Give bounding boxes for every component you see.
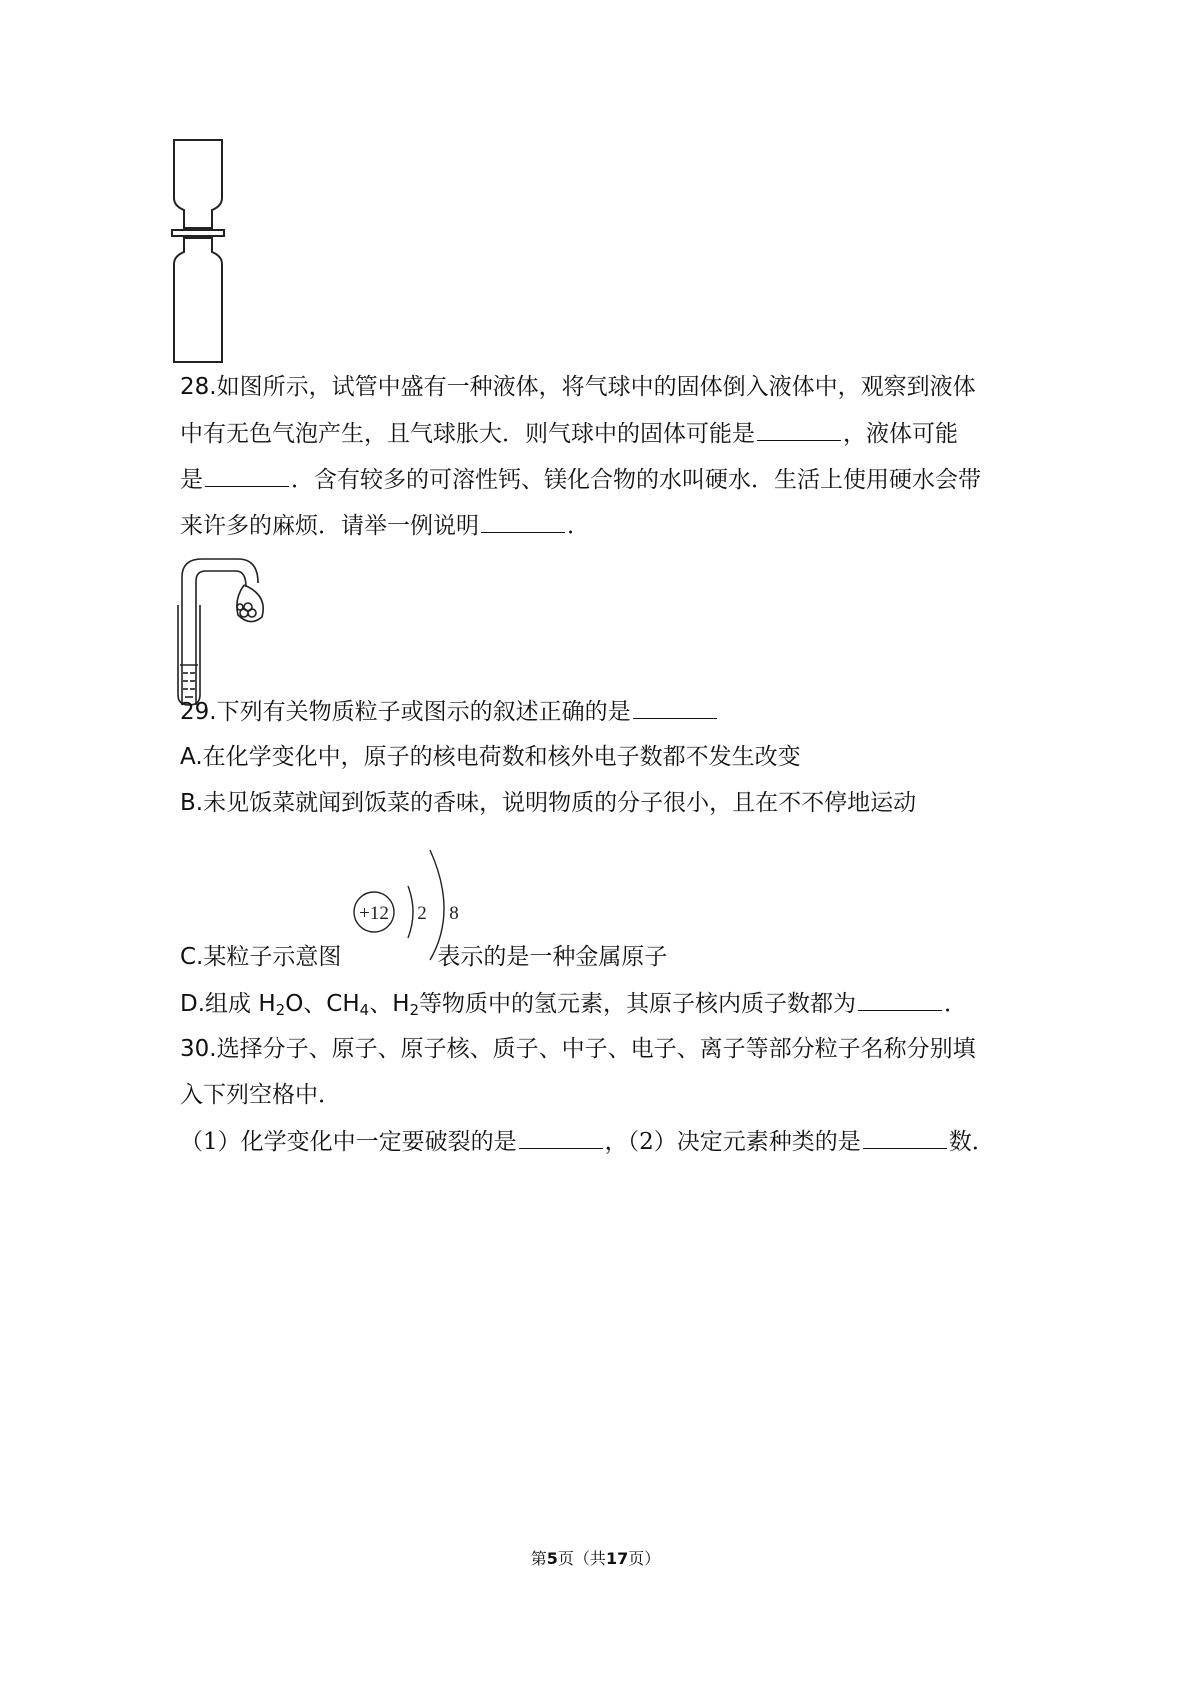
- answer-blank-solid[interactable]: [757, 418, 841, 441]
- shell1-electrons: 2: [417, 903, 427, 924]
- test-tube-balloon-figure: [178, 555, 278, 705]
- q30-number: 30.: [180, 1036, 217, 1062]
- answer-blank-broken[interactable]: [519, 1126, 603, 1149]
- q28-line3: 是 ．含有较多的可溶性钙、镁化合物的水叫硬水．生活上使用硬水会带: [180, 464, 981, 495]
- q30-parts: （1）化学变化中一定要破裂的是 ，（2）决定元素种类的是 数．: [180, 1126, 995, 1157]
- page-footer: 第5页（共17页）: [530, 1549, 661, 1568]
- shell2-electrons: 8: [449, 903, 459, 924]
- q30-line1: 30.选择分子、原子、原子核、质子、中子、电子、离子等部分粒子名称分别填: [180, 1036, 976, 1062]
- gas-jars-figure: [170, 140, 250, 360]
- answer-blank-q29[interactable]: [633, 696, 717, 719]
- q29-option-b: B.未见饭菜就闻到饭菜的香味，说明物质的分子很小，且在不不停地运动: [180, 790, 917, 816]
- answer-blank-liquid[interactable]: [205, 464, 289, 487]
- q28-line4: 来许多的麻烦．请举一例说明 ．: [180, 510, 590, 541]
- answer-blank-element[interactable]: [863, 1126, 947, 1149]
- answer-blank-example[interactable]: [481, 510, 565, 533]
- q29-option-a: A.在化学变化中，原子的核电荷数和核外电子数都不发生改变: [180, 744, 801, 770]
- q29-stem: 29.下列有关物质粒子或图示的叙述正确的是: [180, 696, 719, 727]
- q28-line1: 28.如图所示，试管中盛有一种液体，将气球中的固体倒入液体中，观察到液体: [180, 374, 976, 400]
- q28-number: 28.: [180, 374, 217, 400]
- formula-h2: $H_2$: [392, 991, 420, 1019]
- q29-option-c: C.某粒子示意图 表示的是一种金属原子: [180, 944, 668, 970]
- formula-ch4: $CH_4$: [326, 991, 370, 1019]
- q30-line2: 入下列空格中．: [180, 1082, 341, 1108]
- nucleus-charge: +12: [359, 903, 389, 924]
- q29-option-d: D.组成 $H_2O$、$CH_4$、$H_2$等物质中的氢元素，其原子核内质子数都为 ．: [180, 988, 967, 1019]
- q28-line2: 中有无色气泡产生，且气球胀大．则气球中的固体可能是 ，液体可能: [180, 418, 958, 449]
- q29-number: 29.: [180, 699, 217, 725]
- answer-blank-protons[interactable]: [858, 988, 942, 1011]
- formula-h2o: $H_2O$: [258, 991, 304, 1019]
